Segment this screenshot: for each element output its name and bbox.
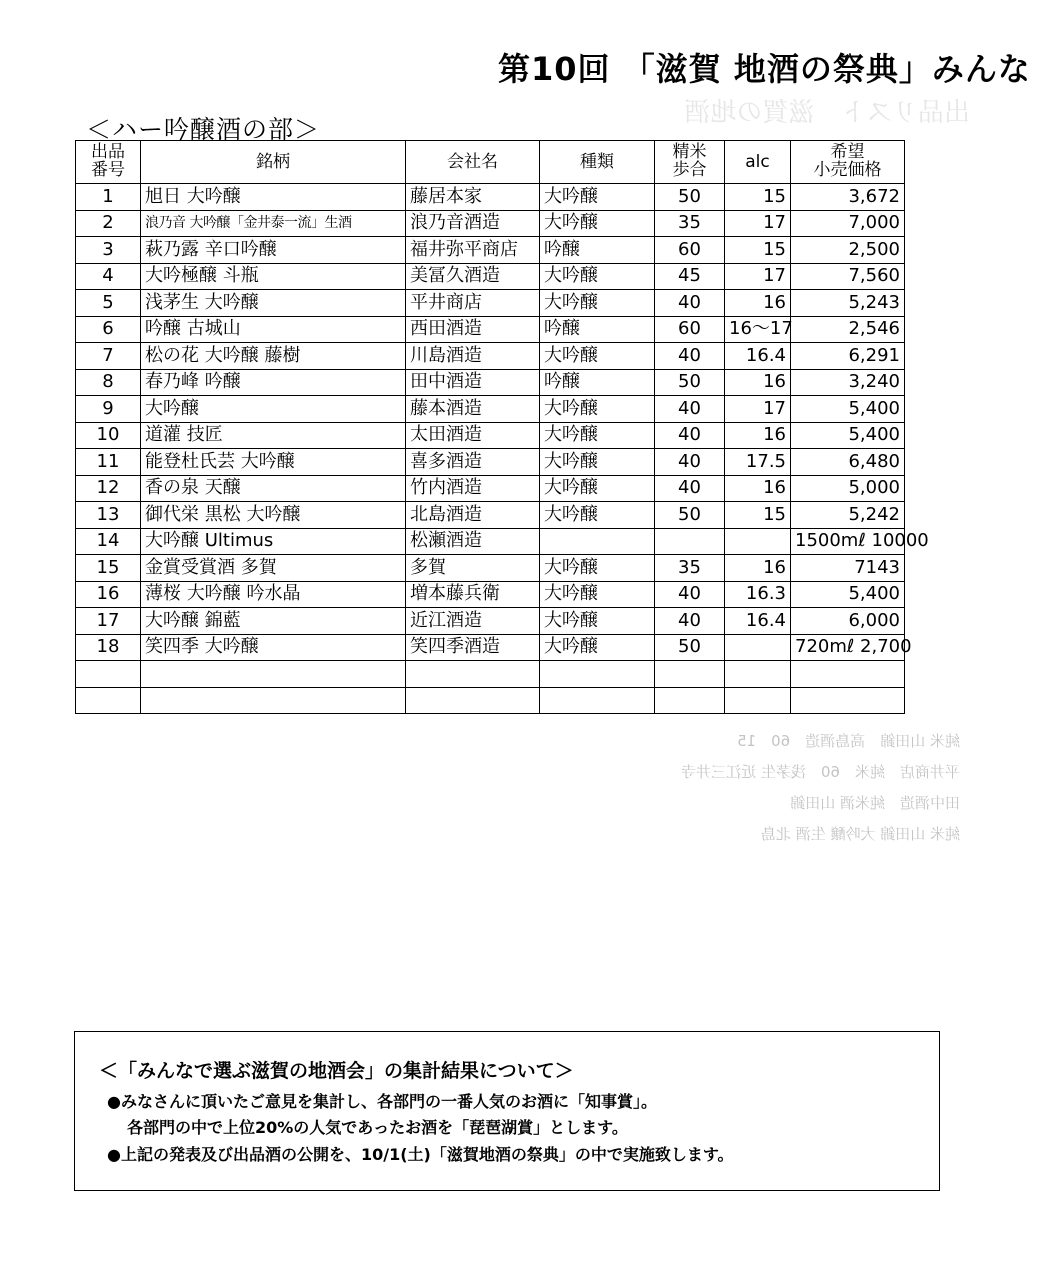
table-row [76, 581, 905, 608]
cell-company: 北島酒造 [406, 502, 540, 529]
notice-line-2: 各部門の中で上位20%の人気であったお酒を「琵琶湖賞」とします。 [127, 1118, 628, 1137]
cell-entry-number: 15 [76, 555, 141, 582]
cell-price: 5,242 [791, 502, 905, 529]
cell-entry-number: 10 [76, 422, 141, 449]
cell-entry-number: 9 [76, 396, 141, 423]
cell-entry-number: 14 [76, 528, 141, 555]
cell-brand: 浪乃音 大吟醸「金井泰一流」生酒 [141, 210, 406, 237]
cell-alc: 17 [725, 210, 791, 237]
empty-row [76, 661, 905, 688]
cell-brand: 大吟極醸 斗瓶 [141, 263, 406, 290]
cell-brand: 旭日 大吟醸 [141, 184, 406, 211]
section-title: ＜ハー吟醸酒の部＞ [86, 115, 321, 144]
cell-type [540, 528, 655, 555]
cell-entry-number: 12 [76, 475, 141, 502]
table-row [76, 422, 905, 449]
empty-row [76, 687, 905, 714]
table-row [76, 608, 905, 635]
table-row [76, 184, 905, 211]
cell-brand: 大吟醸 Ultimus [141, 528, 406, 555]
cell-type: 吟醸 [540, 237, 655, 264]
cell-alc: 17 [725, 396, 791, 423]
cell-brand: 薄桜 大吟醸 吟水晶 [141, 581, 406, 608]
empty-cell [141, 661, 406, 688]
cell-entry-number: 6 [76, 316, 141, 343]
table-row [76, 343, 905, 370]
cell-company: 太田酒造 [406, 422, 540, 449]
cell-polish-ratio: 50 [655, 502, 725, 529]
cell-company: 浪乃音酒造 [406, 210, 540, 237]
table-row [76, 475, 905, 502]
cell-brand: 御代栄 黒松 大吟醸 [141, 502, 406, 529]
cell-brand: 浅茅生 大吟醸 [141, 290, 406, 317]
cell-price: 5,400 [791, 581, 905, 608]
table-row [76, 634, 905, 661]
cell-polish-ratio: 40 [655, 396, 725, 423]
cell-polish-ratio: 35 [655, 555, 725, 582]
cell-company: 田中酒造 [406, 369, 540, 396]
cell-entry-number: 17 [76, 608, 141, 635]
header-brand: 銘柄 [141, 141, 406, 184]
cell-polish-ratio: 35 [655, 210, 725, 237]
cell-price: 5,400 [791, 396, 905, 423]
table-header-row [76, 141, 905, 184]
cell-polish-ratio: 45 [655, 263, 725, 290]
cell-alc: 16～17 [725, 316, 791, 343]
cell-brand: 春乃峰 吟醸 [141, 369, 406, 396]
notice-box [74, 1031, 940, 1191]
cell-polish-ratio: 40 [655, 475, 725, 502]
empty-cell [791, 661, 905, 688]
cell-price: 2,500 [791, 237, 905, 264]
empty-cell [725, 687, 791, 714]
cell-alc: 17.5 [725, 449, 791, 476]
cell-alc: 17 [725, 263, 791, 290]
table-row [76, 290, 905, 317]
cell-company: 藤本酒造 [406, 396, 540, 423]
header-alc: alc [725, 141, 791, 184]
empty-cell [406, 661, 540, 688]
cell-entry-number: 2 [76, 210, 141, 237]
cell-brand: 道灌 技匠 [141, 422, 406, 449]
cell-entry-number: 3 [76, 237, 141, 264]
cell-company: 平井商店 [406, 290, 540, 317]
cell-polish-ratio: 40 [655, 343, 725, 370]
cell-company: 竹内酒造 [406, 475, 540, 502]
cell-brand: 香の泉 天醸 [141, 475, 406, 502]
cell-polish-ratio: 40 [655, 608, 725, 635]
cell-entry-number: 18 [76, 634, 141, 661]
notice-line-1: ●みなさんに頂いたご意見を集計し、各部門の一番人気のお酒に「知事賞」。 [107, 1092, 657, 1111]
cell-entry-number: 13 [76, 502, 141, 529]
cell-polish-ratio: 40 [655, 290, 725, 317]
table-row [76, 396, 905, 423]
cell-price: 720mℓ 2,700 [791, 634, 905, 661]
cell-type: 大吟醸 [540, 396, 655, 423]
table-row [76, 528, 905, 555]
cell-brand: 吟醸 古城山 [141, 316, 406, 343]
cell-brand: 笑四季 大吟醸 [141, 634, 406, 661]
header-price: 希望 小売価格 [791, 141, 905, 184]
cell-alc: 16 [725, 422, 791, 449]
empty-cell [540, 687, 655, 714]
cell-brand: 松の花 大吟醸 藤樹 [141, 343, 406, 370]
cell-type: 大吟醸 [540, 502, 655, 529]
cell-brand: 大吟醸 錦藍 [141, 608, 406, 635]
header-type: 種類 [540, 141, 655, 184]
cell-company: 美冨久酒造 [406, 263, 540, 290]
cell-type: 大吟醸 [540, 210, 655, 237]
empty-cell [655, 687, 725, 714]
cell-company: 松瀬酒造 [406, 528, 540, 555]
empty-cell [76, 687, 141, 714]
bleed-through-table: 純米 山田錦 高島酒造 60 15 平井商店 純米 60 浅茅生 近江三井寺 田中酒造 純米酒 山田錦 純米 山田錦 大吟醸 生酒 北島 [681, 732, 960, 843]
cell-polish-ratio: 40 [655, 422, 725, 449]
sake-entry-table [75, 140, 929, 714]
cell-brand: 能登杜氏芸 大吟醸 [141, 449, 406, 476]
empty-cell [406, 687, 540, 714]
cell-entry-number: 7 [76, 343, 141, 370]
cell-alc [725, 634, 791, 661]
cell-alc: 15 [725, 502, 791, 529]
cell-polish-ratio: 60 [655, 237, 725, 264]
cell-price: 5,000 [791, 475, 905, 502]
table-row [76, 555, 905, 582]
empty-cell [791, 687, 905, 714]
cell-polish-ratio: 50 [655, 369, 725, 396]
cell-entry-number: 4 [76, 263, 141, 290]
cell-alc: 16 [725, 475, 791, 502]
header-company: 会社名 [406, 141, 540, 184]
cell-polish-ratio [655, 528, 725, 555]
bleed-through-text: 出品リスト 滋賀の地酒 [684, 98, 970, 128]
cell-polish-ratio: 60 [655, 316, 725, 343]
cell-alc [725, 528, 791, 555]
cell-entry-number: 11 [76, 449, 141, 476]
cell-polish-ratio: 50 [655, 184, 725, 211]
cell-alc: 16 [725, 290, 791, 317]
cell-price: 7143 [791, 555, 905, 582]
cell-company: 増本藤兵衛 [406, 581, 540, 608]
table-row [76, 449, 905, 476]
cell-alc: 16.3 [725, 581, 791, 608]
cell-price: 1500mℓ 10000 [791, 528, 905, 555]
cell-alc: 16 [725, 555, 791, 582]
cell-price: 3,672 [791, 184, 905, 211]
cell-type: 大吟醸 [540, 290, 655, 317]
empty-cell [540, 661, 655, 688]
cell-polish-ratio: 40 [655, 449, 725, 476]
cell-alc: 15 [725, 237, 791, 264]
notice-title: ＜「みんなで選ぶ滋賀の地酒会」の集計結果について＞ [99, 1060, 574, 1082]
cell-company: 笑四季酒造 [406, 634, 540, 661]
table-row [76, 369, 905, 396]
empty-cell [725, 661, 791, 688]
cell-type: 大吟醸 [540, 263, 655, 290]
cell-company: 福井弥平商店 [406, 237, 540, 264]
cell-alc: 16.4 [725, 608, 791, 635]
cell-price: 6,480 [791, 449, 905, 476]
cell-entry-number: 8 [76, 369, 141, 396]
cell-brand: 大吟醸 [141, 396, 406, 423]
cell-company: 喜多酒造 [406, 449, 540, 476]
cell-company: 多賀 [406, 555, 540, 582]
cell-polish-ratio: 50 [655, 634, 725, 661]
cell-price: 5,243 [791, 290, 905, 317]
table-row [76, 502, 905, 529]
cell-alc: 16.4 [725, 343, 791, 370]
cell-type: 大吟醸 [540, 608, 655, 635]
cell-type: 大吟醸 [540, 422, 655, 449]
cell-price: 7,000 [791, 210, 905, 237]
cell-type: 吟醸 [540, 316, 655, 343]
cell-type: 吟醸 [540, 369, 655, 396]
notice-line-3: ●上記の発表及び出品酒の公開を、10/1(土)「滋賀地酒の祭典」の中で実施致します。 [107, 1145, 734, 1164]
cell-type: 大吟醸 [540, 555, 655, 582]
cell-company: 川島酒造 [406, 343, 540, 370]
cell-type: 大吟醸 [540, 634, 655, 661]
cell-entry-number: 5 [76, 290, 141, 317]
cell-company: 近江酒造 [406, 608, 540, 635]
cell-price: 3,240 [791, 369, 905, 396]
cell-price: 7,560 [791, 263, 905, 290]
cell-alc: 16 [725, 369, 791, 396]
cell-company: 西田酒造 [406, 316, 540, 343]
empty-cell [655, 661, 725, 688]
cell-brand: 萩乃露 辛口吟醸 [141, 237, 406, 264]
cell-polish-ratio: 40 [655, 581, 725, 608]
cell-entry-number: 16 [76, 581, 141, 608]
cell-company: 藤居本家 [406, 184, 540, 211]
empty-cell [141, 687, 406, 714]
cell-price: 2,546 [791, 316, 905, 343]
cell-brand: 金賞受賞酒 多賀 [141, 555, 406, 582]
table-row [76, 237, 905, 264]
table-row [76, 210, 905, 237]
page-title: 第10回 「滋賀 地酒の祭典」みんな [498, 50, 1031, 88]
table-row [76, 263, 905, 290]
cell-price: 6,291 [791, 343, 905, 370]
cell-type: 大吟醸 [540, 343, 655, 370]
cell-type: 大吟醸 [540, 449, 655, 476]
cell-type: 大吟醸 [540, 475, 655, 502]
cell-type: 大吟醸 [540, 184, 655, 211]
cell-price: 5,400 [791, 422, 905, 449]
header-entry-number: 出品 番号 [76, 141, 141, 184]
header-polish-ratio: 精米 歩合 [655, 141, 725, 184]
cell-entry-number: 1 [76, 184, 141, 211]
table-row [76, 316, 905, 343]
cell-price: 6,000 [791, 608, 905, 635]
cell-type: 大吟醸 [540, 581, 655, 608]
empty-cell [76, 661, 141, 688]
cell-alc: 15 [725, 184, 791, 211]
